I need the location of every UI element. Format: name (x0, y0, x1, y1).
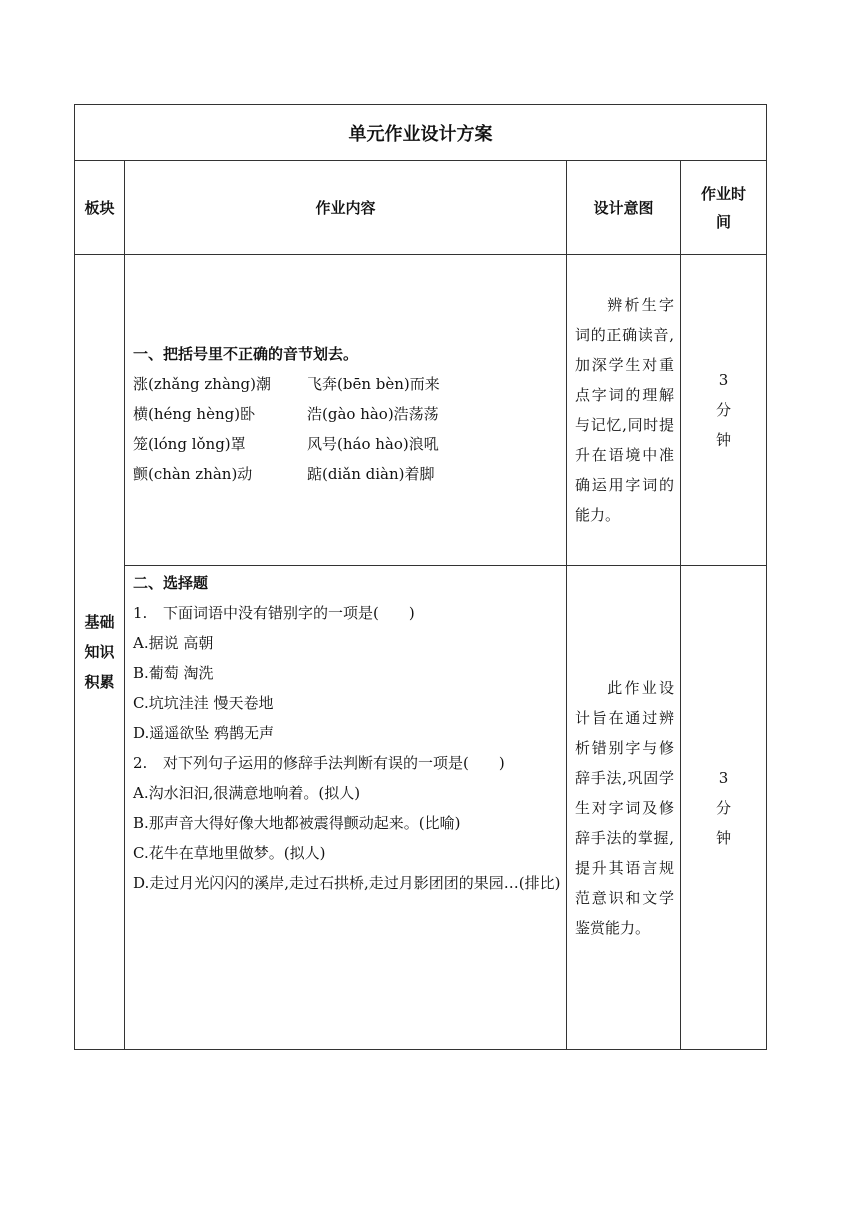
pinyin-row (133, 369, 566, 399)
time-cell-2 (681, 566, 767, 1050)
assignment-design-table (74, 104, 767, 1050)
section-label-line3: 积累 (84, 673, 115, 691)
pinyin-item: 笼(lóng lǒng)罩 (133, 435, 246, 453)
option: D.走过月光闪闪的溪岸,走过石拱桥,走过月影团团的果园…(排比) (133, 874, 561, 892)
time-cell-1 (681, 255, 767, 566)
intent-cell-2 (567, 566, 681, 1050)
header-intent: 设计意图 (567, 161, 681, 255)
pinyin-row (133, 399, 566, 429)
time-value: 3 (718, 371, 729, 389)
content-cell-1 (125, 255, 567, 566)
pinyin-item: 横(héng hèng)卧 (133, 405, 256, 423)
section-label-line2: 知识 (84, 643, 115, 661)
pinyin-item: 涨(zhǎng zhàng)潮 (133, 375, 272, 393)
option: D.遥遥欲坠 鸦鹊无声 (133, 724, 275, 742)
question-2: 2. 对下列句子运用的修辞手法判断有误的一项是( ) (133, 754, 505, 772)
content-cell-2 (125, 566, 567, 1050)
header-time-line1: 作业时 (700, 184, 746, 203)
time-unit-2: 钟 (715, 431, 731, 449)
section-label (75, 255, 125, 1050)
option: A.沟水汩汩,很满意地响着。(拟人) (133, 784, 361, 802)
intent-text-1: 字词的正确读音,加深学生对重点字词的理解与记忆,同时提升在语境中准确运用字词的能力。 (575, 296, 674, 524)
table-title: 单元作业设计方案 (75, 105, 767, 161)
option: B.那声音大得好像大地都被震得颤动起来。(比喻) (133, 814, 461, 832)
question-1: 1. 下面词语中没有错别字的一项是( ) (133, 604, 415, 622)
header-section: 板块 (75, 161, 125, 255)
option: A.据说 高朝 (133, 634, 214, 652)
time-unit-1: 分 (715, 798, 731, 817)
pinyin-item: 颤(chàn zhàn)动 (133, 465, 253, 483)
intent-text-2-start: 此作业 (605, 678, 659, 697)
pinyin-row (133, 459, 566, 489)
intent-text-2: 设计旨在通过辨析错别字与修辞手法,巩固学生对字词及修辞手法的掌握,提升其语言规范意识和文学鉴赏能力。 (575, 678, 674, 937)
question-heading-1: 一、把括号里不正确的音节划去。 (133, 345, 359, 363)
header-time-line2: 间 (715, 212, 731, 231)
time-value: 3 (718, 768, 729, 787)
option: B.葡萄 淘洗 (133, 664, 214, 682)
pinyin-item: 浩(gào hào)浩荡荡 (307, 405, 439, 423)
intent-cell-1 (567, 255, 681, 566)
option: C.花牛在草地里做梦。(拟人) (133, 844, 326, 862)
question-heading-2: 二、选择题 (133, 574, 209, 592)
header-content: 作业内容 (125, 161, 567, 255)
header-time (681, 161, 767, 255)
pinyin-item: 踮(diǎn diàn)着脚 (307, 465, 435, 483)
pinyin-item: 风号(háo hào)浪吼 (307, 435, 439, 453)
section-label-line1: 基础 (84, 613, 115, 631)
pinyin-row (133, 429, 566, 459)
pinyin-item: 飞奔(bēn bèn)而来 (307, 375, 440, 393)
intent-text-1-start: 辨析生 (605, 296, 659, 314)
time-unit-1: 分 (715, 401, 731, 419)
option: C.坑坑洼洼 慢天卷地 (133, 694, 274, 712)
time-unit-2: 钟 (715, 828, 731, 847)
